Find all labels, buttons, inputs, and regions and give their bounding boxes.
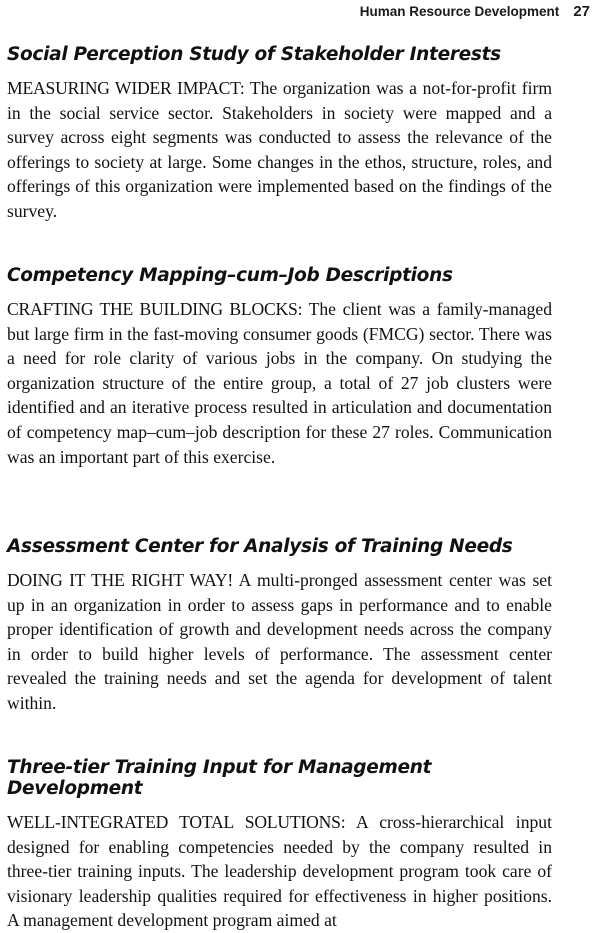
paragraph-body: The client was a family-managed but large firm in the fast-moving consumer goods (FMCG) sector. There was a need for role clarity of various jobs in the company. On studying the organization structure of the entire group, a total of 27 job clusters were identified and an iterative process resulted in articulation and documentation of competency map–cum–job description for these 27 roles. Communication was an important part of this exercise. (7, 299, 552, 467)
section-paragraph (7, 810, 552, 933)
section-heading: Competency Mapping–cum–Job Descriptions (7, 265, 453, 286)
section-heading: Three-tier Training Input for Management Development (7, 757, 432, 799)
paragraph-body: A multi-pronged assessment center was set up in an organization in order to assess gaps in performance and to enable proper identification of growth and development needs across the company in order to build higher levels of performance. The assessment center revealed the training needs and set the agenda for development of talent within. (7, 570, 552, 713)
section-heading: Assessment Center for Analysis of Training Needs (7, 536, 513, 557)
section-paragraph (7, 568, 552, 716)
paragraph-lead: CRAFTING THE BUILDING BLOCKS: (7, 299, 303, 319)
page-number: 27 (573, 3, 590, 20)
section-paragraph (7, 297, 552, 469)
section-competency-mapping (7, 265, 552, 469)
running-title: Human Resource Development (359, 4, 560, 19)
paragraph-lead: MEASURING WIDER IMPACT: (7, 78, 245, 98)
section-social-perception (7, 44, 552, 224)
section-heading: Social Perception Study of Stakeholder Interests (7, 44, 501, 65)
section-three-tier-training (7, 757, 552, 933)
paragraph-lead: DOING IT THE RIGHT WAY! (7, 570, 234, 590)
running-header (360, 3, 590, 20)
paragraph-body: The organization was a not-for-profit firm in the social service sector. Stakeholders in society were mapped and a survey across eight segments was conducted to assess the relevance of the offerings to society at large. Some changes in the ethos, structure, roles, and offerings of this organization were implemented based on the findings of the survey. (7, 78, 553, 221)
paragraph-lead: WELL-INTEGRATED TOTAL SOLUTIONS: (7, 812, 346, 832)
section-paragraph (7, 76, 552, 224)
section-assessment-center (7, 536, 552, 716)
paragraph-body: A cross-hierarchical input designed for enabling competencies needed by the company resulted in three-tier training inputs. The leadership development program took care of visionary leadership qualities required for effectiveness in higher positions. A management development program aimed at (7, 812, 552, 931)
